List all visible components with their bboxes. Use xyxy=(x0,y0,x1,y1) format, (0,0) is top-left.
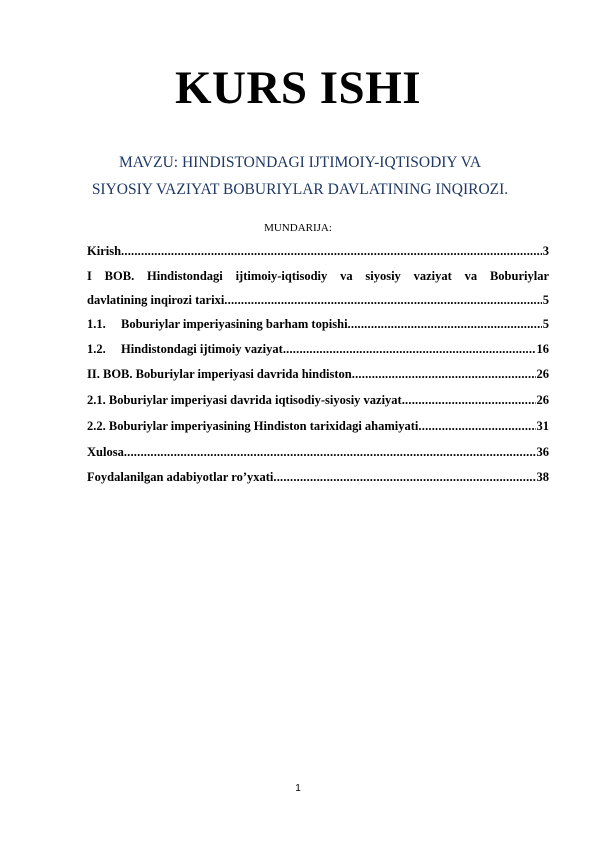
toc-leader-dots xyxy=(352,366,536,382)
toc-item-page: 16 xyxy=(536,342,549,356)
toc-item-chapter1-line1 xyxy=(87,268,549,284)
toc-item-label: Xulosa xyxy=(87,445,124,459)
toc-item-section-1-2 xyxy=(87,341,549,357)
subject-line-1: MAVZU: HINDISTONDAGI IJTIMOIY-IQTISODIY VA xyxy=(118,154,482,171)
document-title: KURS ISHI xyxy=(174,62,422,114)
toc-item-text: Boburiylar imperiyasining barham topishi xyxy=(121,317,348,331)
toc-item-section-2-1 xyxy=(87,392,549,408)
toc-item-text: Hindistondagi ijtimoiy vaziyat xyxy=(121,342,283,356)
toc-leader-dots xyxy=(273,469,535,485)
toc-item-chapter1-line2 xyxy=(87,292,549,308)
toc-leader-dots xyxy=(418,418,535,434)
toc-item-label xyxy=(87,268,549,284)
subject-line-2: SIYOSIY VAZIYAT BOBURIYLAR DAVLATINING INQIROZI. xyxy=(91,181,509,198)
toc-item-label: II. BOB. Boburiylar imperiyasi davrida hindiston xyxy=(87,367,352,381)
toc-item-label: davlatining inqirozi tarixi xyxy=(87,293,225,307)
toc-item-page: 31 xyxy=(536,419,549,433)
toc-item-label xyxy=(87,316,348,332)
toc-item-number: 1.1. xyxy=(87,317,106,331)
toc-leader-dots xyxy=(283,341,536,357)
toc-item-page: 36 xyxy=(536,445,549,459)
toc-item-label: 2.1. Boburiylar imperiyasi davrida iqtisodiy-siyosiy vaziyat xyxy=(87,393,402,407)
toc-item-label: Foydalanilgan adabiyotlar ro’yxati xyxy=(87,470,274,484)
toc-item-xulosa xyxy=(87,444,549,460)
toc-item-adabiyotlar xyxy=(87,469,549,485)
toc-item-chapter2 xyxy=(87,366,549,382)
toc-item-page: 38 xyxy=(536,470,549,484)
toc-item-label xyxy=(87,341,283,357)
toc-item-label: Kirish xyxy=(87,244,122,258)
toc-leader-dots xyxy=(224,292,541,308)
toc-item-page: 26 xyxy=(536,367,549,381)
toc-item-section-1-1 xyxy=(87,316,549,332)
toc-item-kirish xyxy=(87,243,549,259)
toc-leader-dots xyxy=(402,392,536,408)
toc-leader-dots xyxy=(124,444,536,460)
toc-leader-dots xyxy=(348,316,542,332)
toc-leader-dots xyxy=(121,243,542,259)
toc-item-page: 5 xyxy=(542,317,549,331)
toc-item-page: 5 xyxy=(542,293,549,307)
toc-item-section-2-2 xyxy=(87,418,549,434)
toc-item-number: 1.2. xyxy=(87,342,106,356)
toc-chapter1-text: I BOB. Hindistondagi ijtimoiy-iqtisodiy va siyosiy vaziyat va Boburiylar xyxy=(87,269,549,283)
toc-heading: MUNDARIJA: xyxy=(264,222,332,234)
page-number: 1 xyxy=(295,783,301,794)
toc-item-label: 2.2. Boburiylar imperiyasining Hindiston tarixidagi ahamiyati xyxy=(87,419,419,433)
toc-item-page: 26 xyxy=(536,393,549,407)
toc-item-page: 3 xyxy=(542,244,549,258)
